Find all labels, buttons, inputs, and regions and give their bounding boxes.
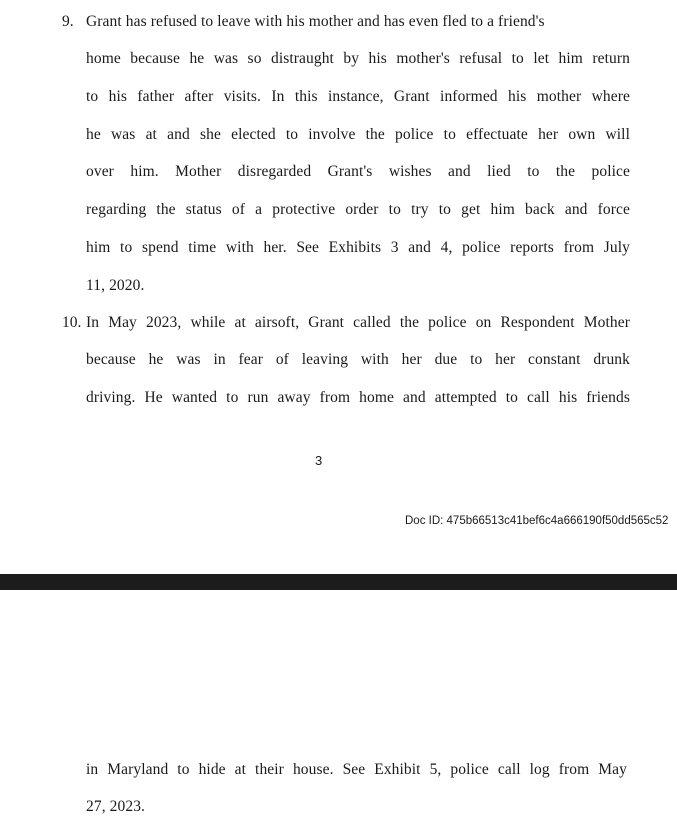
paragraph-line: Grant has refused to leave with his mother and has even fled to a friend's — [86, 13, 545, 30]
paragraph-line: In May 2023, while at airsoft, Grant called the police on Respondent Mother — [86, 314, 630, 331]
paragraph-line: in Maryland to hide at their house. See Exhibit 5, police call log from May — [86, 761, 627, 778]
paragraph-line: 27, 2023. — [86, 798, 146, 815]
paragraph-line: driving. He wanted to run away from home and attempted to call his friends — [86, 389, 630, 406]
paragraph-line: home because he was so distraught by his mother's refusal to let him return — [86, 50, 630, 67]
paragraph-line: over him. Mother disregarded Grant's wishes and lied to the police — [86, 163, 630, 180]
paragraph-number: 10. — [62, 314, 82, 331]
paragraph-number: 9. — [62, 13, 74, 30]
paragraph-line: 11, 2020. — [86, 277, 145, 294]
paragraph-line: because he was in fear of leaving with her due to her constant drunk — [86, 351, 630, 368]
page-number: 3 — [315, 453, 323, 468]
paragraph-line: to his father after visits. In this instance, Grant informed his mother where — [86, 88, 630, 105]
page-divider — [0, 574, 677, 590]
paragraph-line: him to spend time with her. See Exhibits 3 and 4, police reports from July — [86, 239, 630, 256]
paragraph-line: regarding the status of a protective order to try to get him back and force — [86, 201, 630, 218]
doc-id-footer: Doc ID: 475b66513c41bef6c4a666190f50dd565c52 — [405, 515, 669, 527]
paragraph-line: he was at and she elected to involve the police to effectuate her own will — [86, 126, 630, 143]
